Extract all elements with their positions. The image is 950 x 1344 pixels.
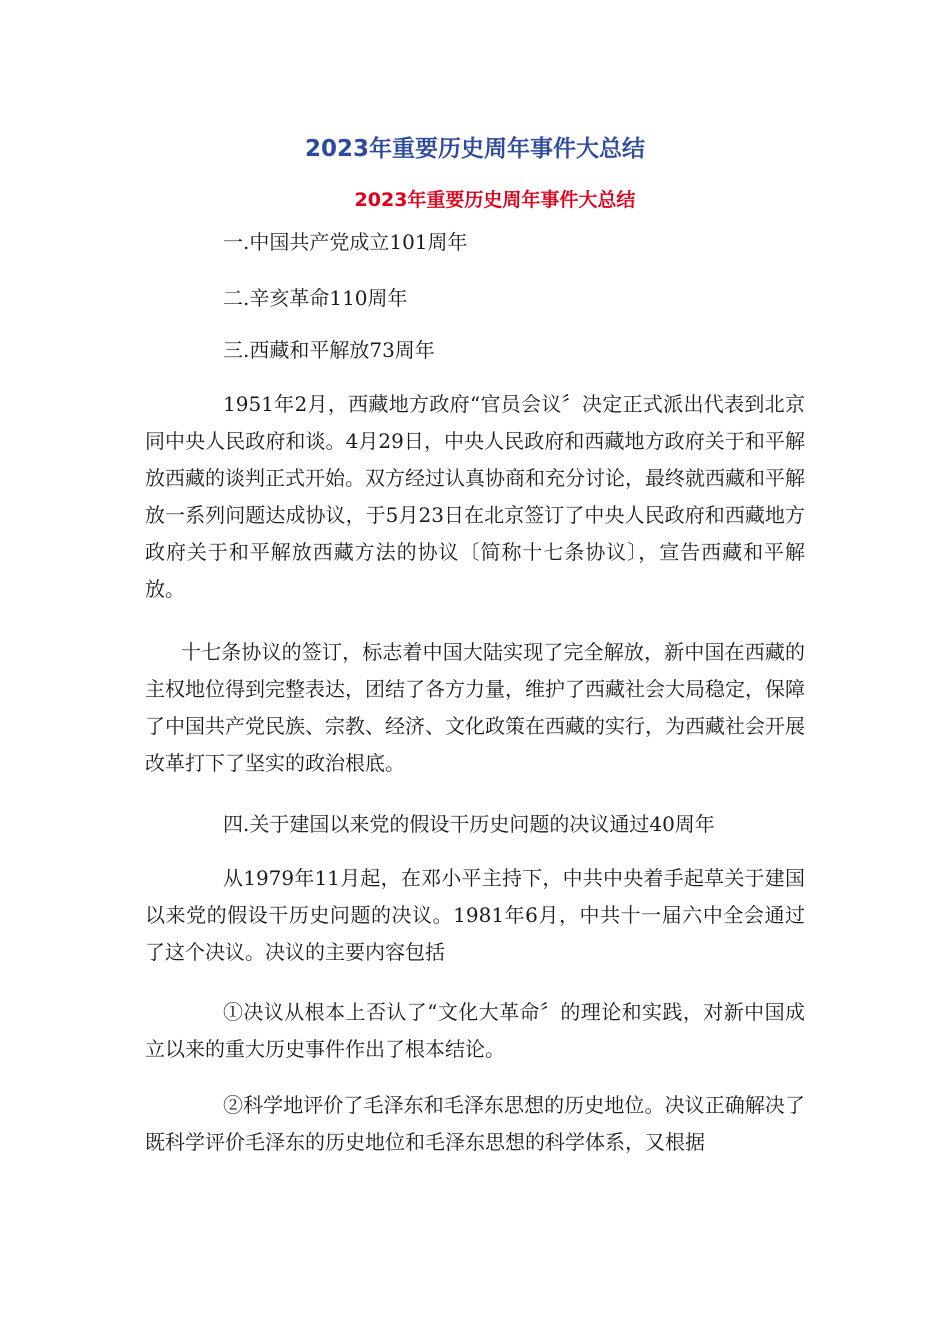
paragraph-seventeen-point-agreement: 十七条协议的签订，标志着中国大陆实现了完全解放，新中国在西藏的主权地位得到完整表达，团结了各方力量，维护了西藏社会大局稳定，保障了中国共产党民族、宗教、经济、文化政策在西藏的实行，为西藏社会开展改革打下了坚实的政治根底。 [145, 640, 805, 775]
document-title: 2023年重要历史周年事件大总结 [304, 136, 645, 162]
paragraph-resolution-point-2: ②科学地评价了毛泽东和毛泽东思想的历史地位。决议正确解决了既科学评价毛泽东的历史地位和毛泽东思想的科学体系，又根据 [145, 1093, 805, 1154]
paragraph-resolution-point-1: ①决议从根本上否认了“文化大革命〞的理论和实践，对新中国成立以来的重大历史事件作出了根本结论。 [145, 1000, 805, 1061]
section-heading-2: 二.辛亥革命110周年 [223, 286, 408, 310]
paragraph-tibet-liberation: 1951年2月，西藏地方政府“官员会议〞决定正式派出代表到北京同中央人民政府和谈。4月29日，中央人民政府和西藏地方政府关于和平解放西藏的谈判正式开始。双方经过认真协商和充分讨论，最终就西藏和平解放一系列问题达成协议，于5月23日在北京签订了中央人民政府和西藏地方政府关于和平解放西藏方法的协议〔简称十七条协议〕，宣告西藏和平解放。 [145, 392, 805, 601]
section-heading-3: 三.西藏和平解放73周年 [223, 338, 435, 362]
paragraph-resolution-drafting: 从1979年11月起，在邓小平主持下，中共中央着手起草关于建国以来党的假设干历史问题的决议。1981年6月，中共十一届六中全会通过了这个决议。决议的主要内容包括 [145, 866, 805, 964]
section-heading-1: 一.中国共产党成立101周年 [223, 230, 468, 254]
document-subtitle: 2023年重要历史周年事件大总结 [354, 189, 636, 211]
section-heading-4: 四.关于建国以来党的假设干历史问题的决议通过40周年 [223, 812, 715, 836]
